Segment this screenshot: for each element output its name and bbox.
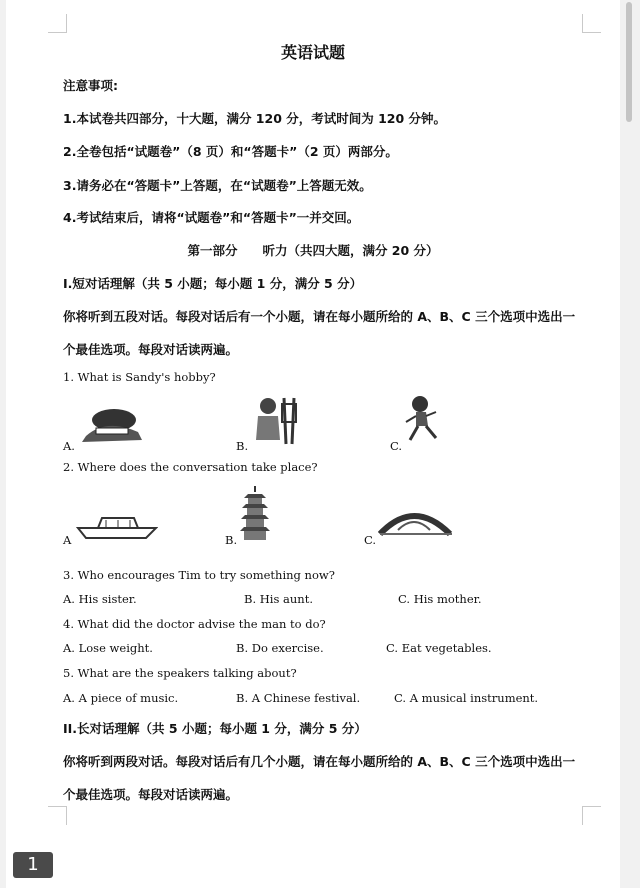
- crop-mark-top-left: [48, 14, 67, 33]
- pagoda-picture-icon: [238, 486, 272, 542]
- q2-option-a: A: [63, 533, 72, 547]
- notice-item-4: 4.考试结束后，请将“试题卷”和“答题卡”一并交回。: [63, 210, 360, 225]
- q2-option-b: B.: [225, 533, 238, 547]
- q4-option-b: B. Do exercise.: [236, 641, 324, 655]
- exam-title: 英语试题: [280, 43, 345, 62]
- scrollbar-thumb[interactable]: [626, 2, 632, 122]
- q1-option-b: B.: [236, 439, 249, 453]
- q5-option-a: A. A piece of music.: [63, 691, 179, 705]
- question-1: 1. What is Sandy's hobby?: [63, 370, 216, 384]
- q1-option-c: C.: [390, 439, 403, 453]
- running-person-picture-icon: [402, 394, 442, 446]
- q2-option-c: C.: [364, 533, 377, 547]
- q1-option-a: A.: [63, 439, 75, 453]
- notice-item-2: 2.全卷包括“试题卷”（8 页）和“答题卡”（2 页）两部分。: [63, 144, 398, 159]
- vertical-scrollbar[interactable]: [624, 0, 634, 888]
- question-4: 4. What did the doctor advise the man to do?: [63, 617, 326, 631]
- page-number-badge: 1: [13, 852, 53, 878]
- section2-heading: II.长对话理解（共 5 小题；每小题 1 分，满分 5 分）: [63, 721, 367, 736]
- section2-instruction-1: 你将听到两段对话。每段对话后有几个小题，请在每小题所给的 A、B、C 三个选项中选出一: [63, 754, 576, 769]
- q3-option-b: B. His aunt.: [244, 592, 313, 606]
- section1-instruction-2: 个最佳选项。每段对话读两遍。: [63, 342, 239, 357]
- section1-heading: I.短对话理解（共 5 小题；每小题 1 分，满分 5 分）: [63, 276, 363, 291]
- q5-option-b: B. A Chinese festival.: [236, 691, 361, 705]
- question-5: 5. What are the speakers talking about?: [63, 666, 297, 680]
- section1-instruction-1: 你将听到五段对话。每段对话后有一个小题，请在每小题所给的 A、B、C 三个选项中选出一: [63, 309, 576, 324]
- question-3: 3. Who encourages Tim to try something now?: [63, 568, 335, 582]
- crop-mark-bottom-right: [582, 806, 601, 825]
- notice-item-1: 1.本试卷共四部分，十大题，满分 120 分，考试时间为 120 分钟。: [63, 111, 447, 126]
- bridge-picture-icon: [378, 504, 454, 538]
- q4-option-c: C. Eat vegetables.: [386, 641, 492, 655]
- question-2: 2. Where does the conversation take place?: [63, 460, 318, 474]
- notice-item-3: 3.请务必在“答题卡”上答题，在“试题卷”上答题无效。: [63, 178, 372, 193]
- crop-mark-top-right: [582, 14, 601, 33]
- crop-mark-bottom-left: [48, 806, 67, 825]
- exam-page: [6, 0, 620, 888]
- part1-heading: 第一部分 听力（共四大题，满分 20 分）: [187, 243, 439, 258]
- boat-picture-icon: [76, 510, 158, 540]
- q3-option-c: C. His mother.: [398, 592, 482, 606]
- q4-option-a: A. Lose weight.: [63, 641, 153, 655]
- q5-option-c: C. A musical instrument.: [394, 691, 539, 705]
- q3-option-a: A. His sister.: [63, 592, 137, 606]
- section2-instruction-2: 个最佳选项。每段对话读两遍。: [63, 787, 239, 802]
- reading-hat-picture-icon: [76, 398, 146, 446]
- notice-heading: 注意事项:: [63, 78, 118, 93]
- painting-easel-picture-icon: [250, 394, 298, 446]
